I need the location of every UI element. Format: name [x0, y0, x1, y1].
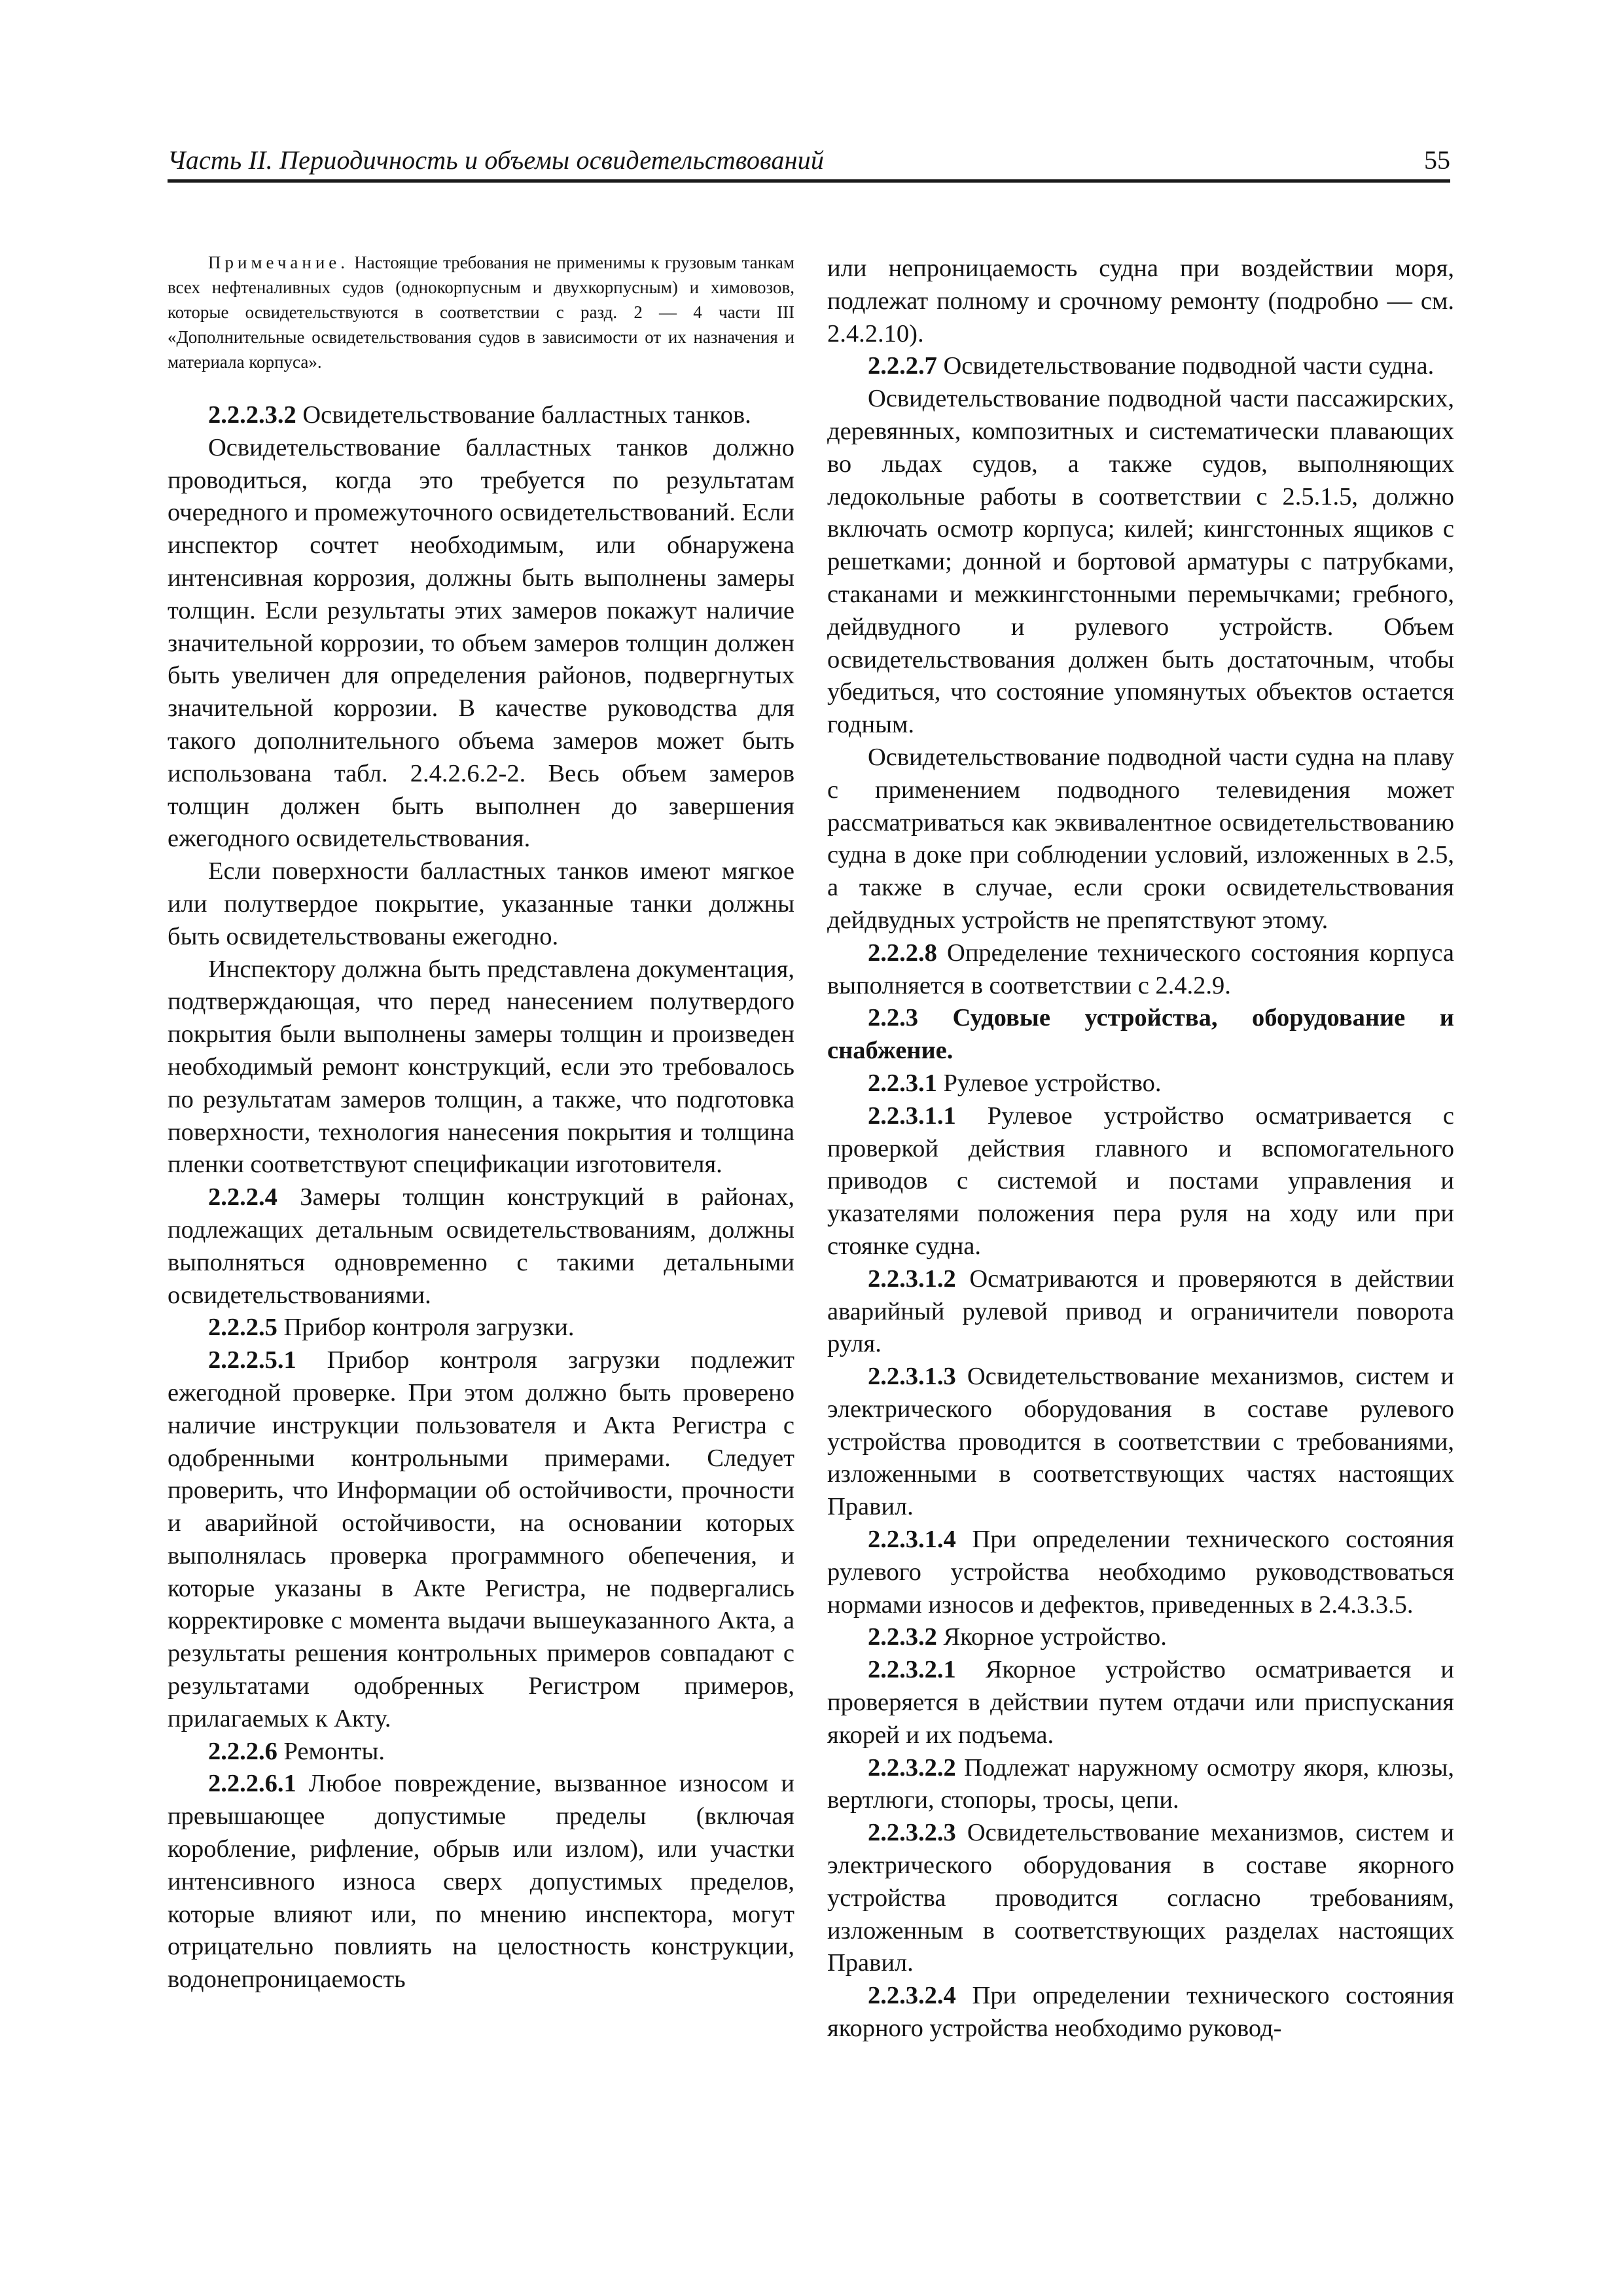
- clause-number: 2.2.2.6: [208, 1737, 277, 1765]
- paragraph-2-2-2-4: 2.2.2.4 Замеры толщин конструкций в районах, подлежащих детальным освидетельствованиям, должны выполняться одновременно с такими детальными освидетельствованиями.: [168, 1183, 794, 1309]
- clause-number: 2.2.2.4: [208, 1183, 277, 1211]
- clause-number: 2.2.3.2.3: [868, 1819, 956, 1847]
- paragraph: Освидетельствование балластных танков должно проводиться, когда это требуется по результатам очередного и промежуточного освидетельствований. Если инспектор сочтет необходимым, или обнаружена интенсивная коррозия, должны быть выполнены замеры толщин. Если результаты этих замеров покажут наличие значительной коррозии, то объем замеров толщин должен быть увеличен для определения районов, подвергнутых значительной коррозии. В качестве руководства для такого дополнительного объема замеров может быть использована табл. 2.4.2.6.2-2. Весь объем замеров толщин должен быть выполнен до завершения ежегодного освидетельствования.: [168, 433, 794, 853]
- clause-number: 2.2.2.5: [208, 1314, 277, 1342]
- paragraph-2-2-2-3-2: 2.2.2.3.2 Освидетельствование балластных танков.: [208, 401, 751, 429]
- paragraph-2-2-3-2-4: 2.2.3.2.4 При определении технического состояния якорного устройства необходимо руковод-: [827, 1982, 1454, 2043]
- paragraph-2-2-3-1-3: 2.2.3.1.3 Освидетельствование механизмов, систем и электрического оборудования в составе рулевого устройства проводится в соответствии с требованиями, изложенными в соответствующих частях настоящих Правил.: [827, 1363, 1454, 1521]
- paragraph: Освидетельствование подводной части пассажирских, деревянных, композитных и систематически плавающих во льдах судов, а также судов, выполняющих ледокольные работы в соответствии с 2.5.1.5, должно включать осмотр корпуса; килей; кингстонных ящиков с решетками; донной и бортовой арматуры с патрубками, стаканами и межкингстонными перемычками; гребного, дейдвудного и рулевого устройств. Объем освидетельствования должен быть достаточным, чтобы убедиться, что состояние упомянутых объектов остается годным.: [827, 385, 1454, 739]
- paragraph: или непроницаемость судна при воздействии моря, подлежат полному и срочному ремонту (подробно — см. 2.4.2.10).: [827, 255, 1454, 348]
- paragraph-2-2-2-7: 2.2.2.7 Освидетельствование подводной части судна.: [868, 352, 1435, 380]
- paragraph-2-2-3-2-1: 2.2.3.2.1 Якорное устройство осматривается и проверяется в действии путем отдачи или приспускания якорей и их подъема.: [827, 1656, 1454, 1749]
- paragraph-2-2-3-1-4: 2.2.3.1.4 При определении технического состояния рулевого устройства необходимо руководствоваться нормами износов и дефектов, приведенных в 2.4.3.3.5.: [827, 1526, 1454, 1619]
- clause-number: 2.2.2.3.2: [208, 401, 296, 429]
- clause-number: 2.2.3.2.2: [868, 1753, 956, 1782]
- paragraph-2-2-2-5: 2.2.2.5 Прибор контроля загрузки.: [208, 1314, 575, 1342]
- paragraph-2-2-2-8: 2.2.2.8 Определение технического состояния корпуса выполняется в соответствии с 2.4.2.9.: [827, 939, 1454, 999]
- clause-number: 2.2.3.1.1: [868, 1102, 956, 1130]
- note: [168, 250, 794, 374]
- clause-number: 2.2.2.5.1: [208, 1346, 296, 1374]
- paragraph-2-2-3-2: 2.2.3.2 Якорное устройство.: [868, 1623, 1167, 1651]
- paragraph-2-2-3-1-2: 2.2.3.1.2 Осматриваются и проверяются в действии аварийный рулевой привод и ограничители поворота руля.: [827, 1265, 1454, 1358]
- note-label: Примечание.: [208, 253, 349, 272]
- clause-number: 2.2.3.1.3: [868, 1363, 956, 1391]
- paragraph-2-2-3-2-3: 2.2.3.2.3 Освидетельствование механизмов, систем и электрического оборудования в составе якорного устройства проводится согласно требованиям, изложенным в соответствующих разделах настоящих Правил.: [827, 1819, 1454, 1977]
- clause-number: 2.2.3.2.4: [868, 1982, 956, 2010]
- clause-number: 2.2.3.1: [868, 1069, 937, 1097]
- clause-number: 2.2.2.7: [868, 352, 937, 380]
- clause-number: 2.2.2.6.1: [208, 1770, 296, 1798]
- page-number: 55: [1424, 145, 1450, 175]
- paragraph: Инспектору должна быть представлена документация, подтверждающая, что перед нанесением полутвердого покрытия были выполнены замеры толщин и произведен необходимый ремонт конструкций, если это требовалось по результатам замеров толщин, а также, что подготовка поверхности, технология нанесения покрытия и толщина пленки соответствуют спецификации изготовителя.: [168, 955, 794, 1179]
- paragraph-2-2-2-6-1: 2.2.2.6.1 Любое повреждение, вызванное износом и превышающее допустимые пределы (включая коробление, рифление, обрыв или излом), или участки интенсивного износа сверх допустимых пределов, которые влияют или, по мнению инспектора, могут отрицательно повлиять на целостность конструкции, водонепроницаемость: [168, 1770, 794, 1994]
- clause-number: 2.2.3.1.4: [868, 1526, 956, 1554]
- clause-number: 2.2.3.1.2: [868, 1265, 956, 1293]
- paragraph-2-2-2-5-1: 2.2.2.5.1 Прибор контроля загрузки подлежит ежегодной проверке. При этом должно быть проверено наличие инструкции пользователя и Акта Регистра с одобренными контрольными примерами. Следует проверить, что Информации об остойчивости, прочности и аварийной остойчивости, на основании которых выполнялась проверка программного обепечения, и которые указаны в Акте Регистра, не подвергались корректировке с момента выдачи вышеуказанного Акта, а результаты решения контрольных примеров совпадают с результатами одобренных Регистром примеров, прилагаемых к Акту.: [168, 1346, 794, 1732]
- header-title: Часть II. Периодичность и объемы освидетельствований: [168, 145, 825, 175]
- note-text: Настоящие требования не применимы к грузовым танкам всех нефтеналивных судов (однокорпусным и двухкорпусным) и химовозов, которые освидетельствуются в соответствии с разд. 2 — 4 части III «Дополнительные освидетельствования судов в зависимости от их назначения и материала корпуса».: [168, 253, 794, 372]
- right-column: [827, 253, 1454, 2045]
- paragraph-2-2-3-1-1: 2.2.3.1.1 Рулевое устройство осматривается с проверкой действия главного и вспомогательного приводов с системой и постами управления и указателями положения пера руля на ходу или при стоянке судна.: [827, 1102, 1454, 1260]
- paragraph: Если поверхности балластных танков имеют мягкое или полутвердое покрытие, указанные танки должны быть освидетельствованы ежегодно.: [168, 857, 794, 950]
- paragraph: Освидетельствование подводной части судна на плаву с применением подводного телевидения может рассматриваться как эквивалентное освидетельствованию судна в доке при соблюдении условий, изложенных в 2.5, а также в случае, если сроки освидетельствования дейдвудных устройств не препятствуют этому.: [827, 743, 1454, 934]
- paragraph-2-2-3-1: 2.2.3.1 Рулевое устройство.: [868, 1069, 1162, 1097]
- clause-number: 2.2.2.8: [868, 939, 937, 967]
- running-header: [168, 139, 1450, 183]
- paragraph-2-2-3-2-2: 2.2.3.2.2 Подлежат наружному осмотру якоря, клюзы, вертлюги, стопоры, тросы, цепи.: [827, 1753, 1454, 1814]
- clause-number: 2.2.3.2.1: [868, 1656, 956, 1684]
- clause-number: 2.2.3.2: [868, 1623, 937, 1651]
- section-heading-2-2-3: 2.2.3 Судовые устройства, оборудование и снабжение.: [827, 1004, 1454, 1065]
- left-column: [168, 250, 794, 1996]
- paragraph-2-2-2-6: 2.2.2.6 Ремонты.: [208, 1737, 385, 1765]
